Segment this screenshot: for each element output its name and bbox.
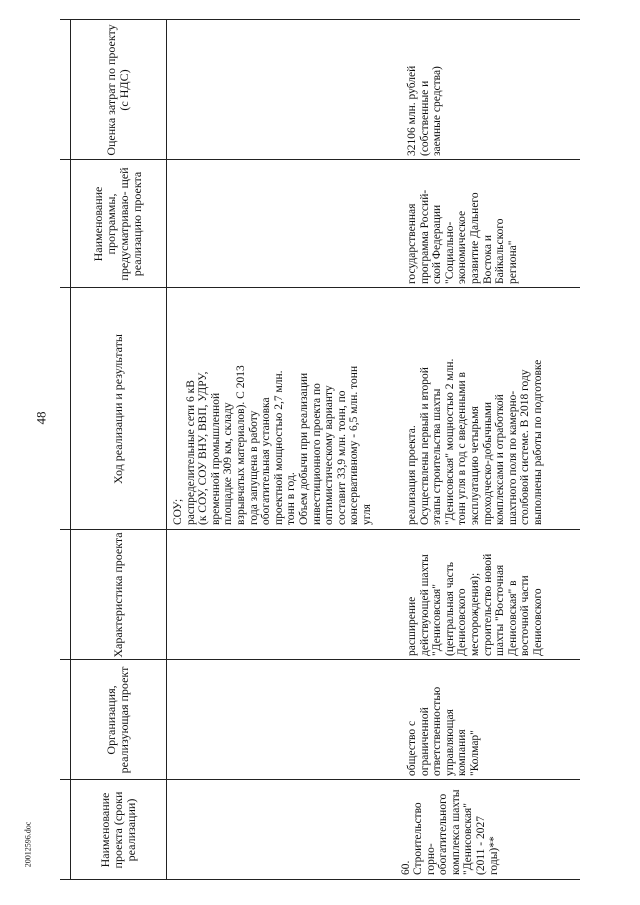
header-program: Наименование программы, предусматриваю- щей реализацию проекта [91,167,144,281]
row-characteristics: расширение действующей шахты "Денисовская" (центральная часть Денисовского месторождения); строительство новой шахты "Восточная Денисовская" в восточной части Денисовского [406,553,544,656]
header-project-name: Наименование проекта (сроки реализации) [97,791,138,869]
row-organization: общество с ограниченной ответственностью управляющая компания "Колмар" [406,686,481,776]
row-project-name: Строительство горно- обогатительного комплекса шахты "Денисовская" (2011 - 2027 годы)** [412,789,500,875]
header-characteristics: Характеристика проекта [110,532,125,658]
page-number: 48 [33,411,49,425]
header-cost: Оценка затрат по проекту (с НДС) [104,24,131,156]
row-progress: реализация проекта. Осуществлены первый и второй этапы строительства шахты "Денисовская" мощностью 2 млн. тонн угля в год с введенными в эксплуатацию четырьмя проходческо-добычными комплексами и отработкой шахтного поля по камерно- столбовой системе. В 2018 году выполнены работы по подготовке [406,358,544,525]
header-progress: Ход реализации и результаты [110,334,125,484]
row-number: 60. [400,860,412,875]
header-organization: Организация, реализующая проект [104,666,131,774]
row-program: государственная программа Россий- ской Федерации "Социально- экономическое развитие Дальнего Востока и Байкальского региона" [406,189,519,284]
continuation-progress: СОУ; распределительные сети 6 кВ (к СОУ, СОУ ВНУ, ВВП, УДРУ, временной промышленной площадке 309 км, складу взрывчатых материалов). С 2013 года запущена в работу обогатительная установка проектной мощностью 2,7 млн. тонн в год. Объем добычи при реализации инвестиционного проекта по оптимистическому варианту составит 33,9 млн. тонн, по консервативному - 6,5 млн. тонн угля [172,365,373,525]
row-cost: 32106 млн. рублей (собственные и заемные средства) [406,65,444,156]
document-code: 20012596.doc [23,821,33,868]
rotated-table-page [60,20,580,880]
